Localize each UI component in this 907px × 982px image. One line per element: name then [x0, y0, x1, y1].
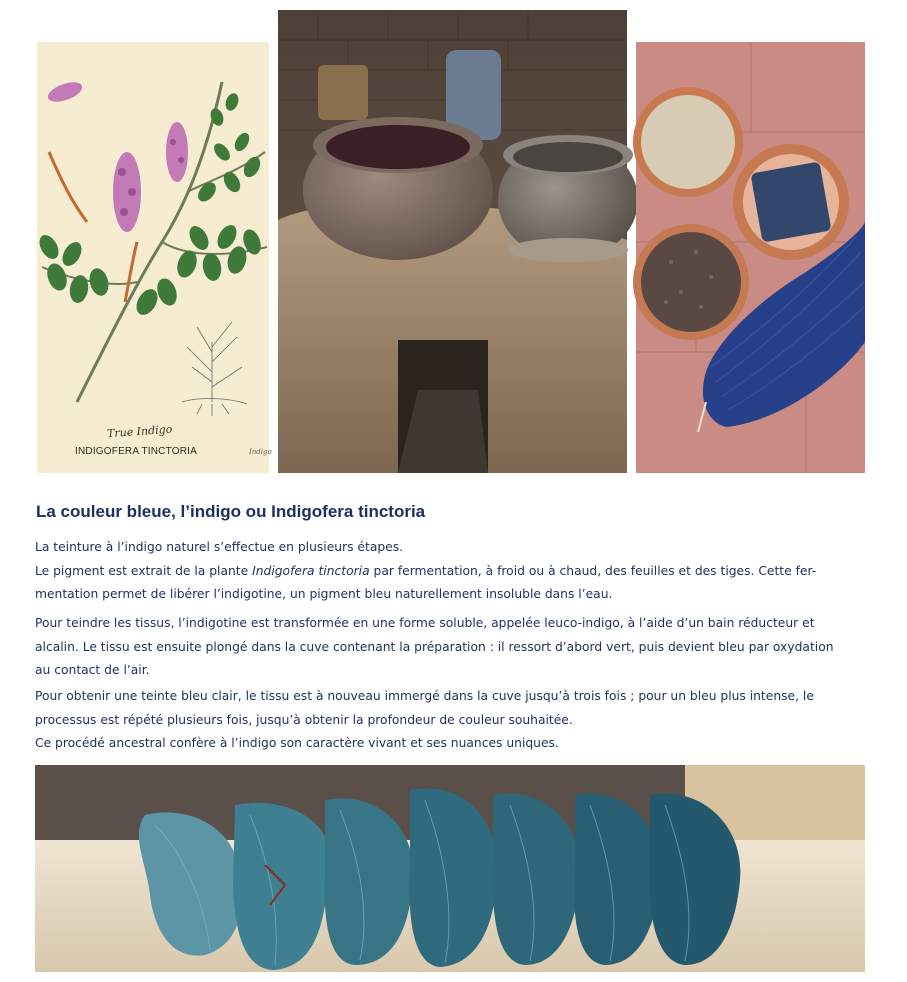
paragraph-1-line-2-end: par fermentation, à froid ou à chaud, des feuilles et des tiges. Cette fer- [369, 563, 817, 578]
paragraph-1-line-3: mentation permet de libérer l’indigotine, un pigment bleu naturellement insoluble dans l’eau. [35, 587, 613, 601]
plant-caption-signature: Indigo [249, 448, 272, 456]
article-title: La couleur bleue, l’indigo ou Indigofera tinctoria [36, 502, 426, 521]
paragraph-3-line-3: Ce procédé ancestral confère à l’indigo son caractère vivant et ses nuances uniques. [35, 736, 559, 750]
pigment-bowls-and-indigo-skein-image [636, 42, 865, 473]
paragraph-2 [35, 612, 861, 683]
indigo-plant-illustration [37, 42, 269, 473]
plant-caption-script: True Indigo [106, 422, 173, 441]
paragraph-1-line-2-start: Le pigment est extrait de la plante [35, 563, 253, 578]
paragraph-2-line-1: Pour teindre les tissus, l’indigotine est transformée en une forme soluble, appelée leuco-indigo, à l’aide d’un bain réducteur et [35, 616, 815, 630]
species-name-italic: Indigofera tinctoria [252, 563, 370, 578]
paragraph-3-line-1: Pour obtenir une teinte bleu clair, le tissu est à nouveau immergé dans la cuve jusqu’à trois fois ; pour un bleu plus intense, le [35, 689, 814, 703]
paragraph-3-line-2: processus est répété plusieurs fois, jusqu’à obtenir la profondeur de couleur souhaitée. [35, 712, 573, 727]
paragraph-1-line-1: La teinture à l’indigo naturel s’effectue en plusieurs étapes. [35, 540, 404, 554]
dyed-skeins-photo [35, 765, 865, 972]
dye-vats-photo [278, 10, 627, 473]
paragraph-1-line-2 [35, 560, 861, 584]
clay-dye-vats-image [278, 10, 627, 473]
paragraph-1 [35, 536, 861, 607]
paragraph-2-line-3: au contact de l’air. [35, 663, 150, 677]
botanical-illustration-photo [37, 42, 272, 473]
pigment-bowls-photo [636, 42, 865, 473]
plant-caption-latin: INDIGOFERA TINCTORIA [75, 446, 197, 457]
indigo-dyed-skeins-image [35, 765, 865, 972]
paragraph-2-line-2: alcalin. Le tissu est ensuite plongé dans la cuve contenant la préparation : il ressort d’abord vert, puis devient bleu par oxydation [35, 639, 834, 654]
paragraph-3 [35, 685, 861, 756]
